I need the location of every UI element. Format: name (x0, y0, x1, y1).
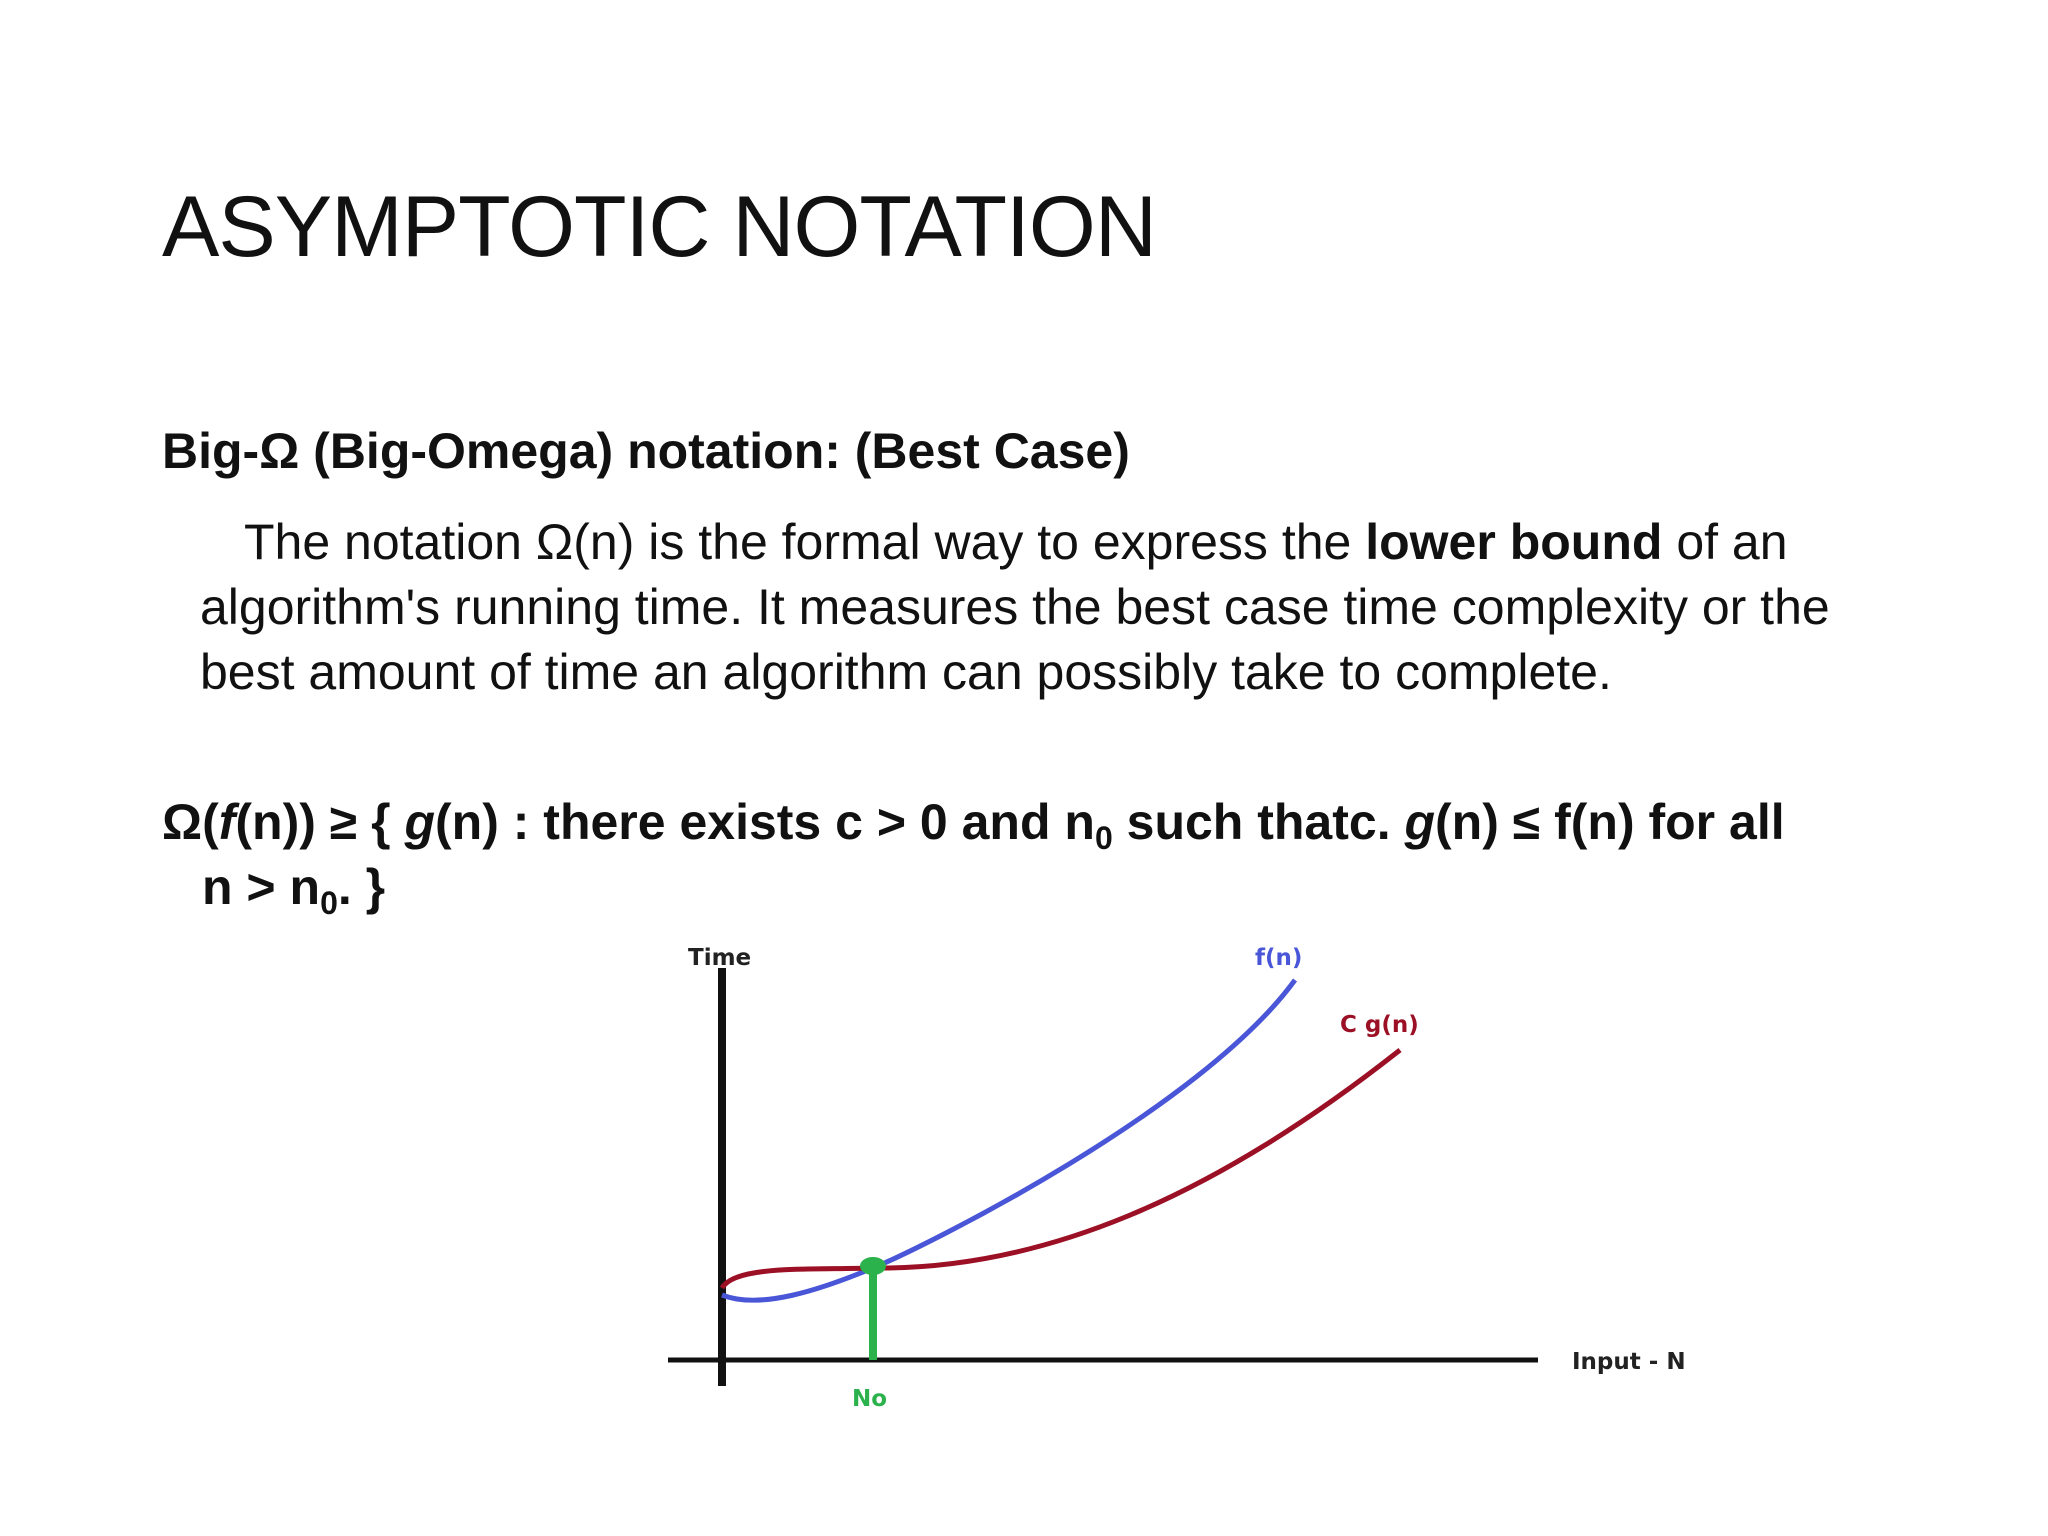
formula-part: . } (337, 859, 386, 915)
formula-continuation (162, 855, 1922, 920)
n0-label: No (852, 1386, 888, 1412)
formula-part: (n) : there exists c > 0 and n (435, 794, 1095, 850)
section-heading: Big-Ω (Big-Omega) notation: (Best Case) (162, 423, 1130, 479)
paragraph-text-start: The notation Ω(n) is the formal way to express the (244, 514, 1366, 570)
omega-formula (162, 790, 1922, 920)
intersection-dot (860, 1257, 886, 1275)
formula-part: n > n (202, 859, 321, 915)
graph-svg (640, 920, 1760, 1420)
formula-subscript: 0 (320, 885, 338, 921)
formula-part: g (404, 794, 436, 850)
definition-paragraph (200, 510, 1920, 705)
formula-part: (n) ≤ f(n) for all (1435, 794, 1785, 850)
formula-subscript: 0 (1094, 820, 1113, 856)
y-axis-label: Time (688, 945, 752, 971)
formula-part: (n)) ≥ { (235, 794, 405, 850)
formula-part: Ω( (162, 794, 219, 850)
x-axis-label: Input - N (1572, 1349, 1686, 1375)
formula-part: f (218, 794, 236, 850)
paragraph-bold-term: lower bound (1365, 514, 1663, 570)
formula-part: g (1404, 794, 1436, 850)
formula-part: such thatc. (1112, 794, 1405, 850)
big-omega-graph (640, 920, 1760, 1420)
slide-title: ASYMPTOTIC NOTATION (162, 179, 1156, 275)
cg-curve-label: C g(n) (1340, 1012, 1419, 1038)
f-curve-label: f(n) (1255, 945, 1303, 971)
paragraph-text-end: of an algorithm's running time. It measures the best case time complexity or the best amount of time an algorithm can possibly take to complete. (200, 514, 1830, 700)
